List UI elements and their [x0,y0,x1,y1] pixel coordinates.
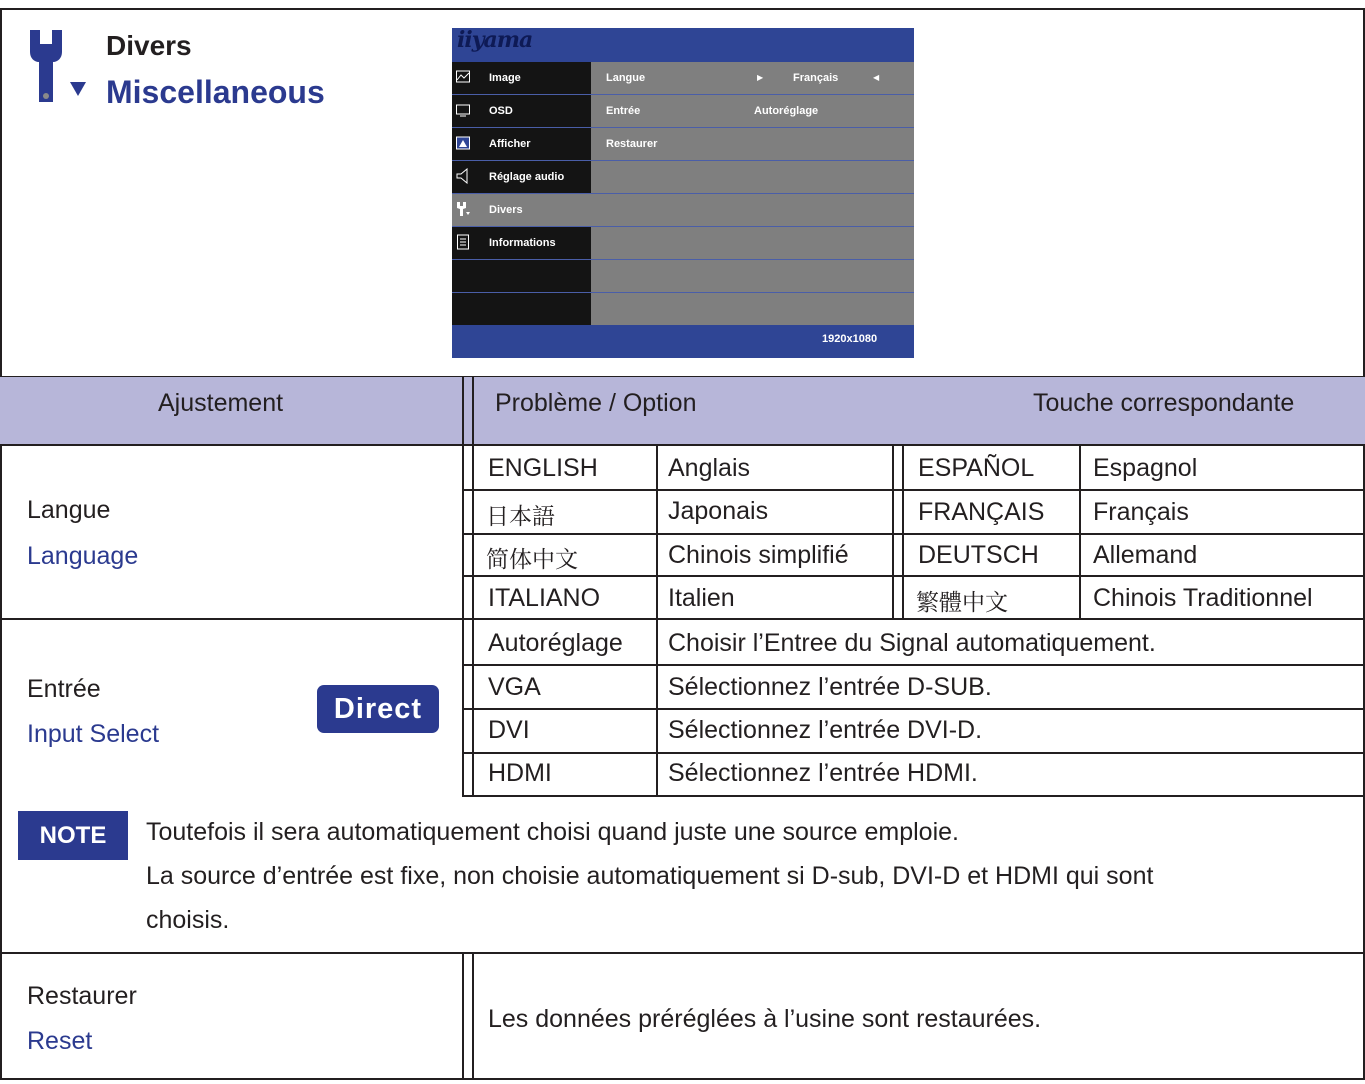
osd-row [452,260,914,293]
osd-menu-item: Afficher [489,138,531,150]
input-description: Sélectionnez l’entrée D-SUB. [668,673,992,701]
osd-option-label: Entrée [606,105,641,117]
input-option: Autoréglage [488,629,623,657]
reset-label-fr: Restaurer [27,982,137,1010]
language-label-fr: Langue [27,496,111,524]
language-code: ENGLISH [488,454,598,482]
language-name: Allemand [1093,541,1198,569]
note-line: La source d’entrée est fixe, non choisie automatiquement si D-sub, DVI-D et HDMI qui sont [146,862,1154,890]
language-name: Espagnol [1093,454,1198,482]
arrow-left-icon: ◀ [873,73,880,82]
page-title-fr: Divers [106,30,192,61]
language-code: FRANÇAIS [918,498,1045,526]
direct-key-badge: Direct [317,685,439,733]
language-name: Chinois Traditionnel [1093,584,1313,612]
language-code: 日本語 [486,504,555,530]
language-name: Italien [668,584,735,612]
osd-row [452,128,914,161]
note-badge: NOTE [18,811,128,860]
osd-menu-item: Divers [489,204,523,216]
input-option: DVI [488,716,530,744]
osd-option-label: Langue [606,72,646,84]
osd-menu-screenshot [452,28,914,358]
language-name: Français [1093,498,1189,526]
language-code: 繁體中文 [916,590,1008,616]
input-option: HDMI [488,759,552,787]
osd-resolution: 1920x1080 [822,333,878,345]
column-header-adjust: Ajustement [158,389,284,417]
language-code: 简体中文 [486,547,578,573]
page-title-en: Miscellaneous [106,74,325,110]
input-description: Sélectionnez l’entrée DVI-D. [668,716,983,744]
wrench-icon [24,26,94,106]
osd-option-value: Autoréglage [754,105,819,117]
osd-menu-item: Réglage audio [489,171,565,183]
language-code: ITALIANO [488,584,601,612]
input-label-en: Input Select [27,720,160,748]
reset-label-en: Reset [27,1027,93,1055]
arrow-right-icon: ▶ [757,73,764,82]
language-name: Anglais [668,454,750,482]
osd-row [452,95,914,128]
language-name: Chinois simplifié [668,541,849,569]
language-code: ESPAÑOL [918,454,1035,482]
osd-option-label: Restaurer [606,138,658,150]
input-label-fr: Entrée [27,675,101,703]
osd-row [452,293,914,326]
osd-menu-item: Informations [489,237,556,249]
input-description: Choisir l’Entree du Signal automatiquement. [668,629,1156,657]
osd-menu-item: OSD [489,105,513,117]
osd-row [452,62,914,95]
note-line: Toutefois il sera automatiquement choisi quand juste une source emploie. [146,818,959,846]
osd-row [452,194,914,227]
reset-description: Les données préréglées à l’usine sont restaurées. [488,1005,1042,1033]
input-option: VGA [488,673,541,701]
osd-option-value: Français [793,72,839,84]
language-name: Japonais [668,497,769,525]
osd-row [452,227,914,260]
note-line: choisis. [146,906,230,934]
column-header-key: Touche correspondante [1033,389,1295,417]
language-label-en: Language [27,542,139,570]
osd-menu-item: Image [489,72,521,84]
input-description: Sélectionnez l’entrée HDMI. [668,759,978,787]
osd-brand-logo: iiyama [457,28,533,53]
column-header-option: Problème / Option [495,389,697,417]
osd-row [452,161,914,194]
language-code: DEUTSCH [918,541,1039,569]
